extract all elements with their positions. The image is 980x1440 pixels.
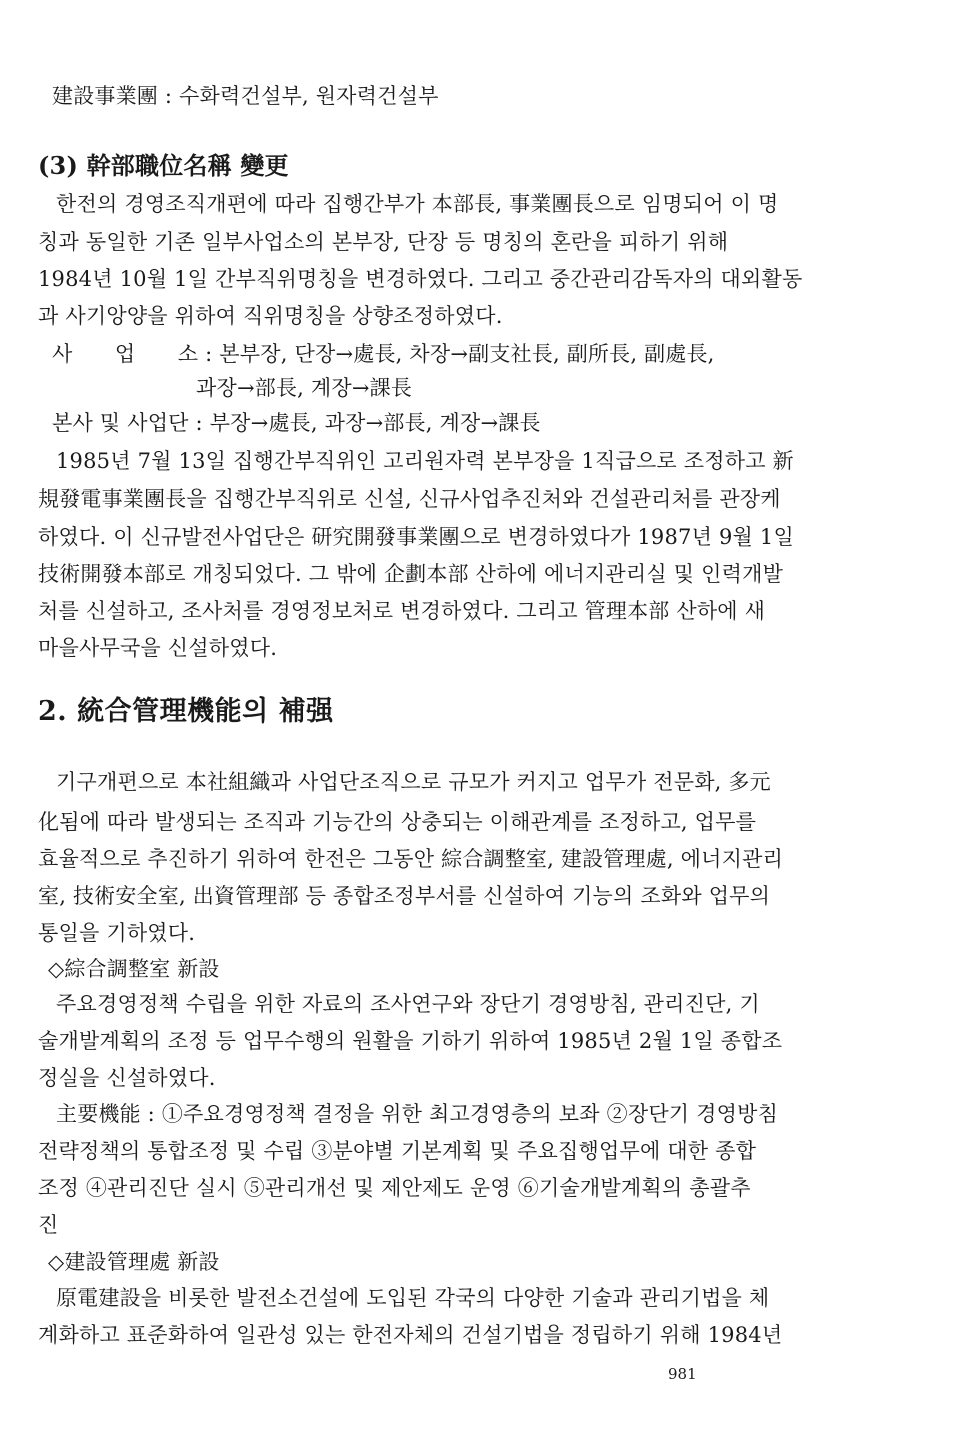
paragraph-line: 하였다. 이 신규발전사업단은 研究開發事業團으로 변경하였다가 1987년 9월 1일 [38, 525, 794, 549]
subheading-comprehensive-coordination: ◇綜合調整室 新設 [48, 957, 220, 981]
paragraph-line: 과장→部長, 계장→課長 [196, 376, 413, 400]
paragraph-line: 規發電事業團長을 집행간부직위로 신설, 신규사업추진처와 건설관리처를 관장케 [38, 487, 781, 511]
page-number: 981 [668, 1365, 697, 1383]
paragraph-line: 한전의 경영조직개편에 따라 집행간부가 本部長, 事業團長으로 임명되어 이 명 [56, 192, 779, 216]
paragraph-line: 술개발계획의 조정 등 업무수행의 원활을 기하기 위하여 1985년 2월 1일 종합조 [38, 1029, 783, 1053]
paragraph-line: 주요경영정책 수립을 위한 자료의 조사연구와 장단기 경영방침, 관리진단, 기 [56, 992, 760, 1016]
paragraph-line: 마을사무국을 신설하였다. [38, 636, 278, 660]
paragraph-line: 효율적으로 추진하기 위하여 한전은 그동안 綜合調整室, 建設管理處, 에너지관리 [38, 847, 784, 871]
paragraph-line: 진 [38, 1213, 59, 1237]
paragraph-line: 主要機能 : ①주요경영정책 결정을 위한 최고경영층의 보좌 ②장단기 경영방침 [56, 1102, 779, 1126]
paragraph-line: 칭과 동일한 기존 일부사업소의 본부장, 단장 등 명칭의 혼란을 피하기 위해 [38, 230, 729, 254]
paragraph-line: 原電建設을 비롯한 발전소건설에 도입된 각국의 다양한 기술과 관리기법을 체 [56, 1286, 770, 1310]
paragraph-line: 전략정책의 통합조정 및 수립 ③분야별 기본계획 및 주요집행업무에 대한 종합 [38, 1139, 757, 1163]
section-heading-3: (3) 幹部職位名稱 變更 [38, 151, 289, 180]
paragraph-line: 1985년 7월 13일 집행간부직위인 고리원자력 본부장을 1직급으로 조정하고 新 [56, 449, 794, 473]
paragraph-line: 1984년 10월 1일 간부직위명칭을 변경하였다. 그리고 중간관리감독자의 대외활동 [38, 267, 803, 291]
paragraph-line: 技術開發本部로 개칭되었다. 그 밖에 企劃本部 산하에 에너지관리실 및 인력개발 [38, 562, 784, 586]
paragraph-line: 사 업 소 : 본부장, 단장→處長, 차장→副支社長, 副所長, 副處長, [52, 342, 715, 366]
paragraph-line: 化됨에 따라 발생되는 조직과 기능간의 상충되는 이해관계를 조정하고, 업무를 [38, 810, 757, 834]
paragraph-line: 조정 ④관리진단 실시 ⑤관리개선 및 제안제도 운영 ⑥기술개발계획의 총괄추 [38, 1176, 751, 1200]
paragraph-line: 계화하고 표준화하여 일관성 있는 한전자체의 건설기법을 정립하기 위해 1984년 [38, 1323, 783, 1347]
section-heading-2: 2. 統合管理機能의 補强 [38, 696, 334, 727]
paragraph-line: 室, 技術安全室, 出資管理部 등 종합조정부서를 신설하여 기능의 조화와 업무의 [38, 884, 771, 908]
paragraph-line: 정실을 신설하였다. [38, 1066, 216, 1090]
paragraph-line: 본사 및 사업단 : 부장→處長, 과장→部長, 계장→課長 [52, 411, 541, 435]
paragraph-line: 통일을 기하였다. [38, 921, 196, 945]
paragraph-line: 과 사기앙양을 위하여 직위명칭을 상향조정하였다. [38, 304, 503, 328]
paragraph-line: 처를 신설하고, 조사처를 경영정보처로 변경하였다. 그리고 管理本部 산하에 새 [38, 599, 766, 623]
paragraph-line: 기구개편으로 本社組織과 사업단조직으로 규모가 커지고 업무가 전문화, 多元 [56, 770, 771, 794]
subheading-construction-management: ◇建設管理處 新設 [48, 1250, 220, 1274]
intro-line: 建設事業團 : 수화력건설부, 원자력건설부 [52, 84, 439, 108]
